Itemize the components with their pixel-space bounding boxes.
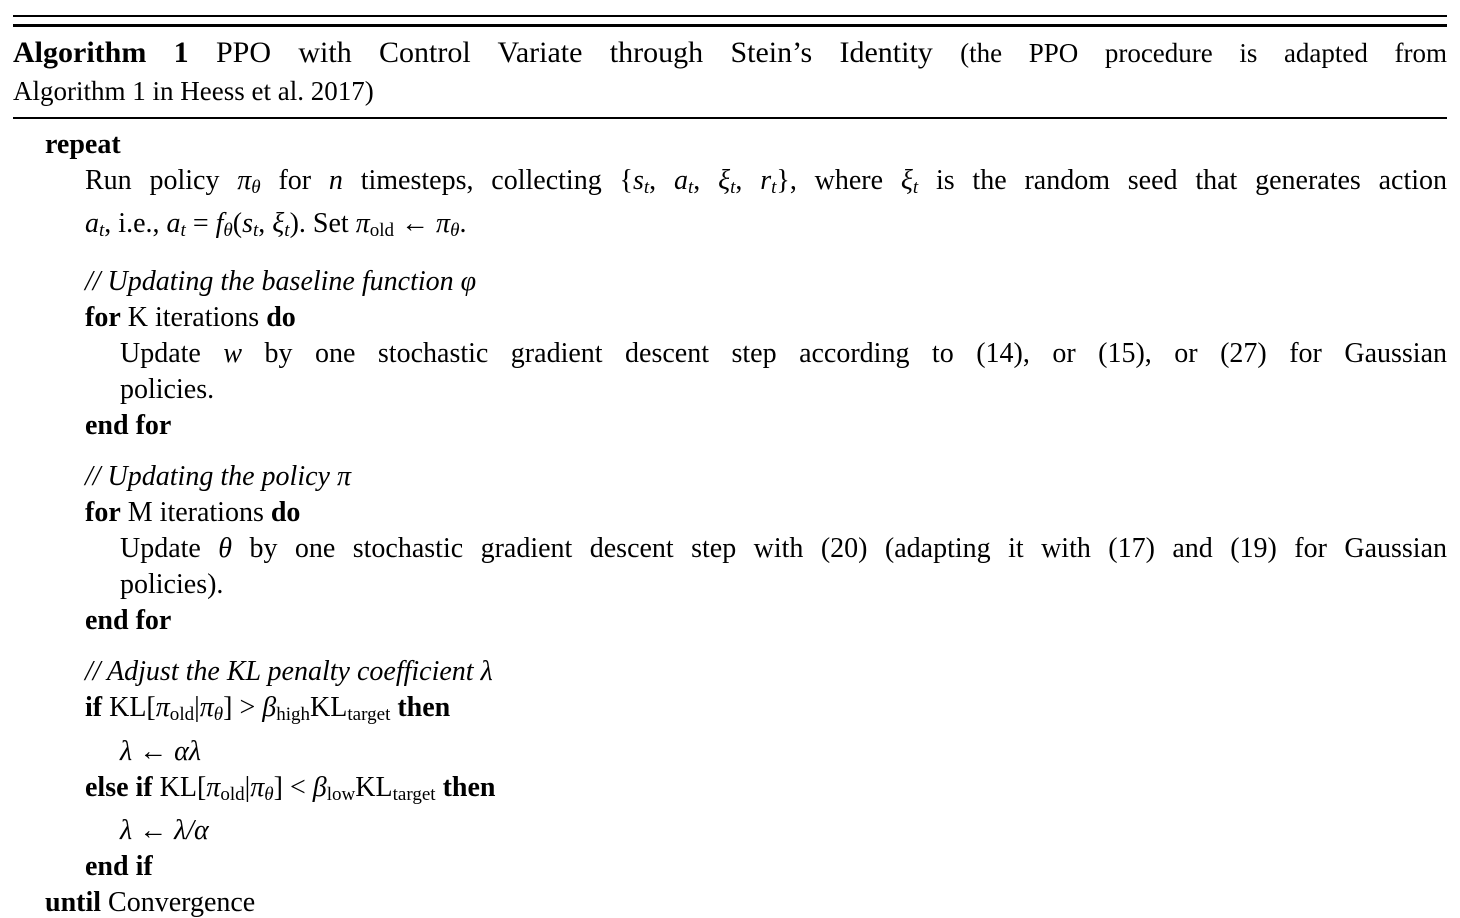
algo-segment-tx: K iterations bbox=[120, 302, 267, 334]
algo-line bbox=[13, 264, 1447, 300]
algo-segment-mi: β bbox=[312, 771, 327, 803]
algo-line bbox=[13, 531, 1447, 567]
algo-segment-tx: | bbox=[194, 692, 200, 724]
algo-segment-mi: αλ bbox=[174, 735, 201, 767]
algo-segment-si: t bbox=[730, 177, 736, 199]
algo-segment-mi: ξ bbox=[272, 208, 285, 240]
algo-segment-kw: end for bbox=[85, 410, 172, 442]
algo-segment-si: t bbox=[912, 177, 919, 199]
algorithm-title-line2 bbox=[13, 72, 1447, 110]
algo-segment-mi: φ bbox=[460, 266, 477, 298]
algo-segment-mi: r bbox=[760, 165, 772, 196]
algo-segment-mi: w bbox=[223, 338, 243, 370]
algo-segment-si: θ bbox=[251, 177, 261, 199]
algo-segment-cm: // Updating the policy bbox=[85, 461, 337, 493]
algo-segment-mi: n bbox=[328, 165, 343, 196]
algo-line bbox=[13, 300, 1447, 336]
algo-segment-tx: ] > bbox=[223, 692, 263, 724]
algorithm-note-part1: (the PPO procedure is adapted from bbox=[960, 38, 1447, 68]
algo-segment-s: old bbox=[169, 704, 195, 726]
algo-line bbox=[13, 770, 1447, 813]
algorithm-header bbox=[13, 27, 1447, 117]
algo-segment-tx: = bbox=[185, 208, 216, 240]
algo-segment-tx: KL[ bbox=[102, 692, 156, 724]
algo-line bbox=[13, 408, 1447, 444]
algo-segment-si: θ bbox=[264, 783, 274, 805]
algo-segment-mi: λ/α bbox=[174, 814, 209, 846]
algo-segment-tx: } bbox=[776, 165, 790, 196]
algo-segment-tx: { bbox=[619, 165, 633, 196]
algo-segment-cm: // Updating the baseline function bbox=[85, 266, 461, 298]
algo-segment-tx: Run policy bbox=[85, 165, 238, 196]
top-rule-thin bbox=[13, 15, 1447, 17]
algo-segment-kw: else if bbox=[85, 771, 153, 803]
algo-segment-mi: λ bbox=[120, 735, 133, 767]
algorithm-label: Algorithm 1 bbox=[13, 36, 189, 69]
algo-segment-tx: policies. bbox=[120, 374, 215, 406]
algo-segment-tx: policies). bbox=[120, 569, 224, 601]
algo-segment-s: target bbox=[347, 704, 391, 726]
algo-segment-mi: π bbox=[250, 771, 265, 803]
algo-segment-s: low bbox=[326, 783, 356, 805]
algorithm-title-line1 bbox=[13, 34, 1447, 72]
algo-segment-tx: . bbox=[459, 208, 467, 240]
algo-segment-tx: KL[ bbox=[152, 771, 207, 803]
algo-line bbox=[13, 567, 1447, 603]
algo-segment-mi: λ bbox=[120, 814, 133, 846]
algorithm-note-part2: Algorithm 1 in Heess et al. 2017) bbox=[13, 76, 374, 106]
algo-line bbox=[13, 813, 1447, 849]
algo-segment-s: target bbox=[392, 783, 436, 805]
algo-segment-si: θ bbox=[213, 704, 224, 726]
algo-segment-mi: π bbox=[355, 208, 370, 240]
algo-segment-kw: for bbox=[85, 497, 121, 529]
algo-line bbox=[13, 495, 1447, 531]
algorithm-figure bbox=[13, 0, 1447, 918]
algo-segment-mi: π bbox=[436, 208, 451, 240]
algo-line bbox=[13, 336, 1447, 372]
algo-segment-mi: a bbox=[673, 165, 688, 196]
algo-segment-si: t bbox=[252, 220, 259, 242]
algo-segment-mi: a bbox=[166, 208, 181, 240]
algo-segment-tx: , bbox=[258, 208, 273, 240]
algo-line bbox=[13, 690, 1447, 733]
algo-segment-tx: ← bbox=[132, 735, 175, 767]
algo-segment-si: θ bbox=[223, 220, 233, 242]
algo-segment-tx: Update bbox=[120, 533, 219, 565]
algo-line bbox=[13, 603, 1447, 639]
algo-line bbox=[13, 734, 1447, 770]
algo-line bbox=[13, 849, 1447, 885]
algo-segment-tx: | bbox=[244, 771, 251, 803]
algo-segment-si: t bbox=[284, 220, 290, 242]
algo-segment-kw: do bbox=[266, 302, 296, 334]
algo-segment-mi: λ bbox=[480, 656, 493, 688]
algo-segment-tx: M iterations bbox=[120, 497, 271, 529]
algo-segment-si: t bbox=[180, 220, 186, 242]
algo-segment-mi: s bbox=[632, 165, 644, 196]
algo-segment-tx: Update bbox=[120, 338, 224, 370]
algo-segment-kw: then bbox=[397, 692, 451, 724]
algo-segment-tx: by one stochastic gradient descent step with (20) (adapting it with (17) and (19) for Gaussian bbox=[232, 533, 1447, 565]
algo-segment-si: t bbox=[643, 177, 650, 199]
algo-segment-kw: repeat bbox=[45, 129, 121, 160]
algo-segment-kw: until bbox=[45, 886, 102, 918]
algo-segment-tx: , bbox=[693, 165, 719, 196]
algo-segment-tx: ). Set bbox=[289, 208, 356, 240]
algo-segment-tx: , bbox=[735, 165, 761, 196]
algo-segment-tx: ← bbox=[132, 814, 175, 846]
algo-segment-s: old bbox=[220, 783, 245, 805]
algo-segment-mi: s bbox=[242, 208, 253, 240]
algo-segment-mi: a bbox=[85, 208, 99, 240]
algo-segment-kw: for bbox=[85, 302, 121, 334]
algo-segment-tx: KL bbox=[355, 771, 393, 803]
algo-segment-mi: π bbox=[206, 771, 221, 803]
algo-line bbox=[13, 163, 1447, 206]
algo-segment-tx: KL bbox=[310, 692, 348, 724]
algo-segment-tx: by one stochastic gradient descent step according to (14), or (15), or (27) for Gaussian bbox=[242, 338, 1447, 370]
algo-segment-mi: f bbox=[215, 208, 224, 240]
algo-line bbox=[13, 127, 1447, 163]
algo-segment-kw: end for bbox=[85, 605, 172, 637]
algo-segment-tx: timesteps, collecting bbox=[342, 165, 620, 196]
algo-segment-tx: ] < bbox=[273, 771, 313, 803]
algo-segment-mi: ξ bbox=[718, 165, 731, 196]
algo-segment-kw: then bbox=[442, 771, 496, 803]
algo-segment-cm: // Adjust the KL penalty coefficient bbox=[85, 656, 481, 688]
algo-segment-s: old bbox=[369, 220, 395, 242]
algo-segment-mi: ξ bbox=[900, 165, 913, 196]
algo-segment-mi: π bbox=[237, 165, 252, 196]
algorithm-body bbox=[13, 119, 1447, 918]
algo-segment-s: high bbox=[276, 704, 311, 726]
algo-line bbox=[13, 459, 1447, 495]
algo-segment-tx: Convergence bbox=[101, 886, 256, 918]
algo-segment-mi: π bbox=[199, 692, 214, 724]
algo-segment-tx: ( bbox=[232, 208, 243, 240]
algo-line bbox=[13, 654, 1447, 690]
algo-segment-mi: π bbox=[155, 692, 170, 724]
algo-line bbox=[13, 885, 1447, 918]
algo-segment-kw: do bbox=[270, 497, 301, 529]
algo-line bbox=[13, 206, 1447, 249]
algo-segment-tx: is the random seed that generates action bbox=[918, 165, 1448, 196]
algo-segment-tx: for bbox=[260, 165, 329, 196]
algo-segment-tx: , bbox=[649, 165, 674, 196]
algo-segment-kw: end if bbox=[85, 850, 153, 882]
algo-segment-mi: π bbox=[336, 461, 351, 493]
algo-segment-tx bbox=[436, 772, 443, 803]
algo-segment-tx: , i.e., bbox=[104, 208, 167, 240]
algo-segment-si: t bbox=[687, 177, 694, 199]
algo-segment-si: θ bbox=[450, 220, 460, 242]
algo-segment-si: t bbox=[771, 177, 777, 199]
algo-segment-tx: , where bbox=[789, 165, 901, 196]
algo-segment-mi: β bbox=[262, 692, 277, 724]
algo-segment-tx: ← bbox=[394, 208, 437, 240]
algo-line bbox=[13, 372, 1447, 408]
algo-segment-mi: θ bbox=[218, 533, 233, 565]
algo-segment-si: t bbox=[99, 220, 105, 242]
algorithm-title: PPO with Control Variate through Stein’s Identity bbox=[188, 36, 961, 69]
algo-segment-kw: if bbox=[85, 692, 103, 724]
